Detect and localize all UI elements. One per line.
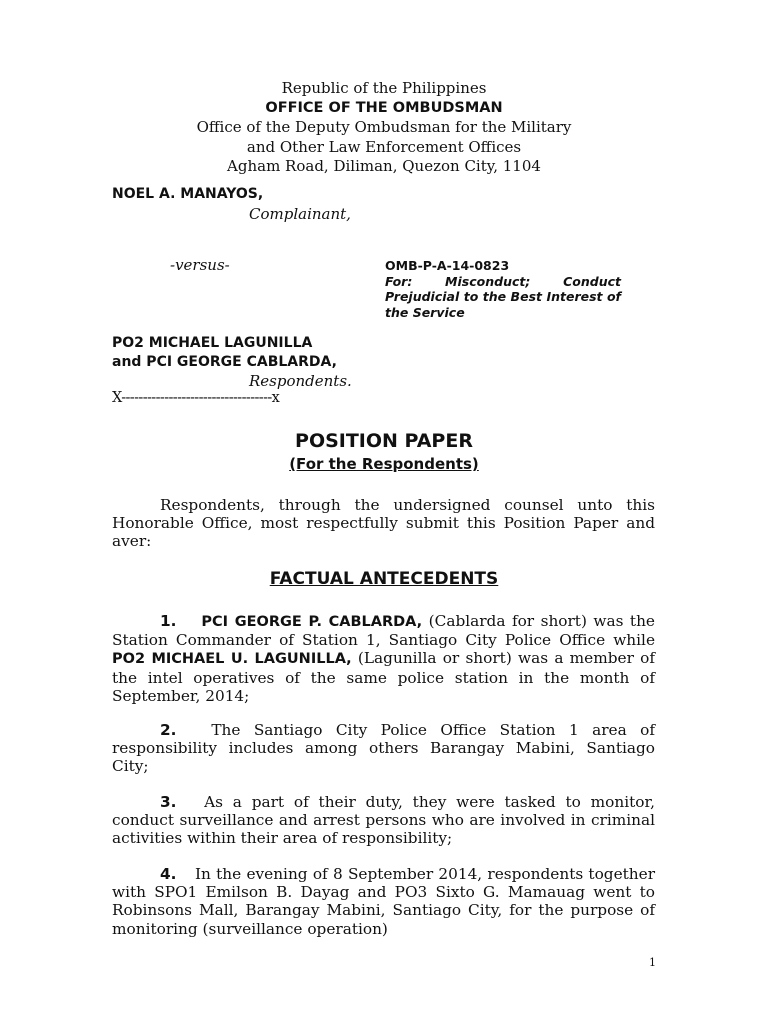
page-number: 1: [649, 956, 656, 969]
document-title: POSITION PAPER: [295, 430, 473, 452]
caption-separator: X-----------------------------------x: [112, 390, 280, 406]
document-subtitle: (For the Respondents): [289, 455, 479, 473]
document-header: [0, 79, 768, 177]
paragraph-1: [112, 612, 655, 705]
section-heading: FACTUAL ANTECEDENTS: [269, 569, 499, 589]
respondent-1: PO2 MICHAEL LAGUNILLA: [112, 335, 313, 351]
respondent-2: and PCI GEORGE CABLARDA,: [112, 354, 337, 370]
paragraph-1-name-lagunilla: PO2 MICHAEL U. LAGUNILLA,: [112, 651, 352, 668]
respondent-role: Respondents.: [249, 372, 352, 390]
complainant-name: NOEL A. MANAYOS,: [112, 186, 264, 202]
paragraph-1-text-1: (Cablarda for short) was the Station Commander of Station 1, Santiago City Police Office while: [112, 612, 655, 650]
paragraph-4-number: 4.: [160, 865, 177, 883]
paragraph-1-name-cablarda: PCI GEORGE P. CABLARDA,: [201, 614, 423, 630]
paragraph-3-number: 3.: [160, 793, 177, 811]
case-number: OMB-P-A-14-0823: [385, 258, 510, 273]
paragraph-3: [112, 793, 655, 848]
header-deputy-office-cont: and Other Law Enforcement Offices: [246, 137, 522, 156]
paragraph-4-text: In the evening of 8 September 2014, respondents together with SPO1 Emilson B. Dayag and PO3 Sixto G. Mamauag went to Robinsons Mall, Barangay Mabini, Santiago City, for the purpose of monitoring (surveillance operation): [112, 865, 656, 938]
header-republic: Republic of the Philippines: [281, 79, 487, 97]
header-office: OFFICE OF THE OMBUDSMAN: [265, 99, 503, 116]
intro-paragraph: Respondents, through the undersigned counsel unto this Honorable Office, most respectfully submit this Position Paper and aver:: [112, 496, 655, 551]
paragraph-1-text-2: (Lagunilla or short) was a member of the intel operatives of the same police station in the month of September, 2014;: [112, 649, 655, 705]
paragraph-4: [112, 865, 655, 938]
paragraph-2-number: 2.: [160, 721, 177, 739]
complainant-role: Complainant,: [249, 205, 351, 223]
paragraph-3-text: As a part of their duty, they were tasked to monitor, conduct surveillance and arrest persons who are involved in criminal activities within their area of responsibility;: [112, 793, 655, 848]
paragraph-2-text: The Santiago City Police Office Station 1 area of responsibility includes among others Barangay Mabini, Santiago City;: [112, 721, 655, 776]
case-details: [385, 258, 621, 320]
case-nature: For: Misconduct; Conduct Prejudicial to the Best Interest of the Service: [385, 273, 621, 320]
paragraph-1-number: 1.: [160, 612, 177, 630]
header-address: Agham Road, Diliman, Quezon City, 1104: [227, 157, 541, 175]
header-deputy-office: Office of the Deputy Ombudsman for the Military: [196, 118, 572, 136]
paragraph-2: [112, 721, 655, 776]
versus-label: -versus-: [170, 256, 230, 274]
